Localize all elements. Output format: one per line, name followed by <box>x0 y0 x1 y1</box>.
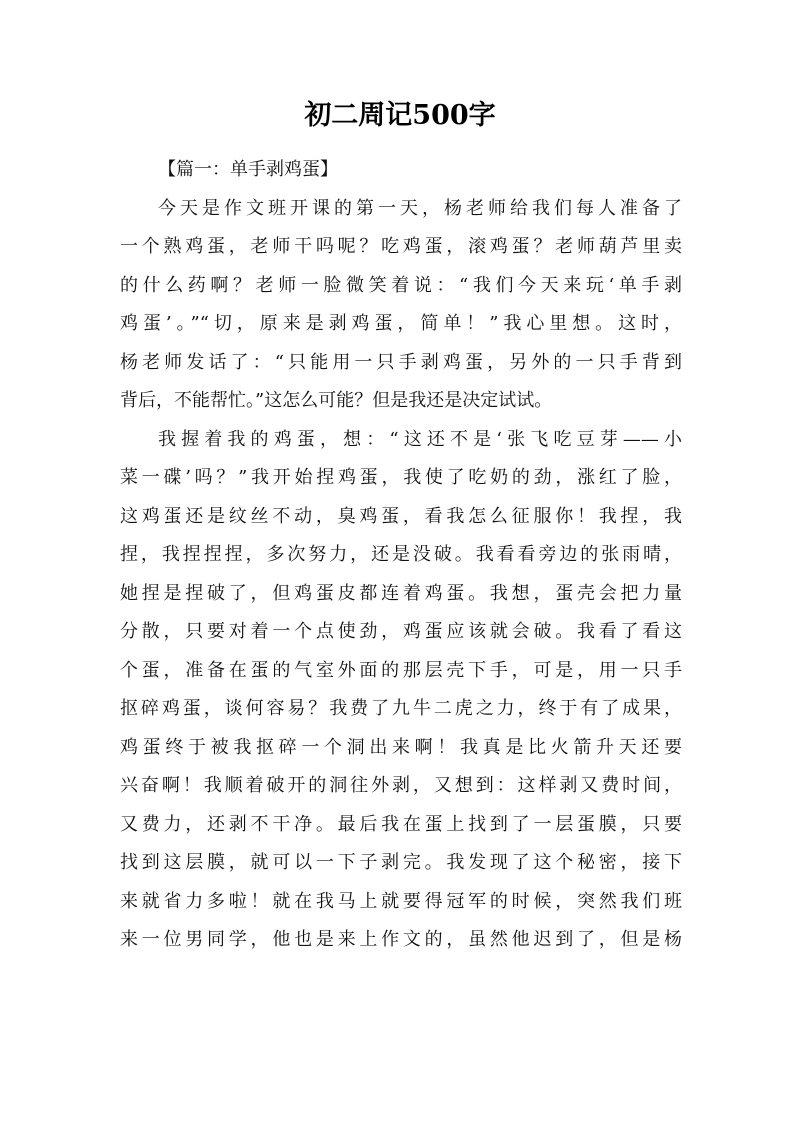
paragraph-line: 背后，不能帮忙。”这怎么可能？但是我还是决定试试。 <box>120 390 553 411</box>
paragraph-line: 的什么药啊？老师一脸微笑着说：“我们今天来玩‘单手剥 <box>120 274 682 296</box>
paragraph-line: 杨老师发话了：“只能用一只手剥鸡蛋，另外的一只手背到 <box>120 351 682 373</box>
paragraph-2 <box>120 421 682 960</box>
paragraph-line: 又费力，还剥不干净。最后我在蛋上找到了一层蛋膜，只要 <box>120 813 682 835</box>
paragraph-line: 来一位男同学，他也是来上作文的，虽然他迟到了，但是杨 <box>120 929 682 950</box>
paragraph-line: 这鸡蛋还是纹丝不动，臭鸡蛋，看我怎么征服你！我捏，我 <box>120 505 682 527</box>
paragraph-line: 捏，我捏捏捏，多次努力，还是没破。我看看旁边的张雨晴， <box>120 544 682 565</box>
paragraph-line: 兴奋啊！我顺着破开的洞往外剥，又想到：这样剥又费时间， <box>120 775 682 796</box>
section-heading: 【篇一：单手剥鸡蛋】 <box>158 159 338 180</box>
document-title: 初二周记500字 <box>304 100 496 131</box>
paragraph-line: 一个熟鸡蛋，老师干吗呢？吃鸡蛋，滚鸡蛋？老师葫芦里卖 <box>120 236 682 257</box>
paragraph-1 <box>120 190 682 421</box>
paragraph-line: 鸡蛋’。”“切，原来是剥鸡蛋，简单！”我心里想。这时， <box>120 313 682 334</box>
paragraph-line: 今天是作文班开课的第一天，杨老师给我们每人准备了 <box>158 197 682 219</box>
paragraph-line: 抠碎鸡蛋，谈何容易？我费了九牛二虎之力，终于有了成果， <box>120 698 682 719</box>
paragraph-line: 我握着我的鸡蛋，想：“这还不是‘张飞吃豆芽——小 <box>158 428 682 450</box>
document-body <box>120 151 682 960</box>
paragraph-line: 分散，只要对着一个点使劲，鸡蛋应该就会破。我看了看这 <box>120 621 682 642</box>
paragraph-line: 菜一碟’吗？”我开始捏鸡蛋，我使了吃奶的劲，涨红了脸， <box>120 467 682 488</box>
paragraph-line: 她捏是捏破了，但鸡蛋皮都连着鸡蛋。我想，蛋壳会把力量 <box>120 582 682 604</box>
paragraph-line: 来就省力多啦！就在我马上就要得冠军的时候，突然我们班 <box>120 890 682 912</box>
paragraph-line: 个蛋，准备在蛋的气室外面的那层壳下手，可是，用一只手 <box>120 659 682 681</box>
paragraph-line: 找到这层膜，就可以一下子剥完。我发现了这个秘密，接下 <box>120 852 682 873</box>
paragraph-line: 鸡蛋终于被我抠碎一个洞出来啊！我真是比火箭升天还要 <box>120 736 682 758</box>
